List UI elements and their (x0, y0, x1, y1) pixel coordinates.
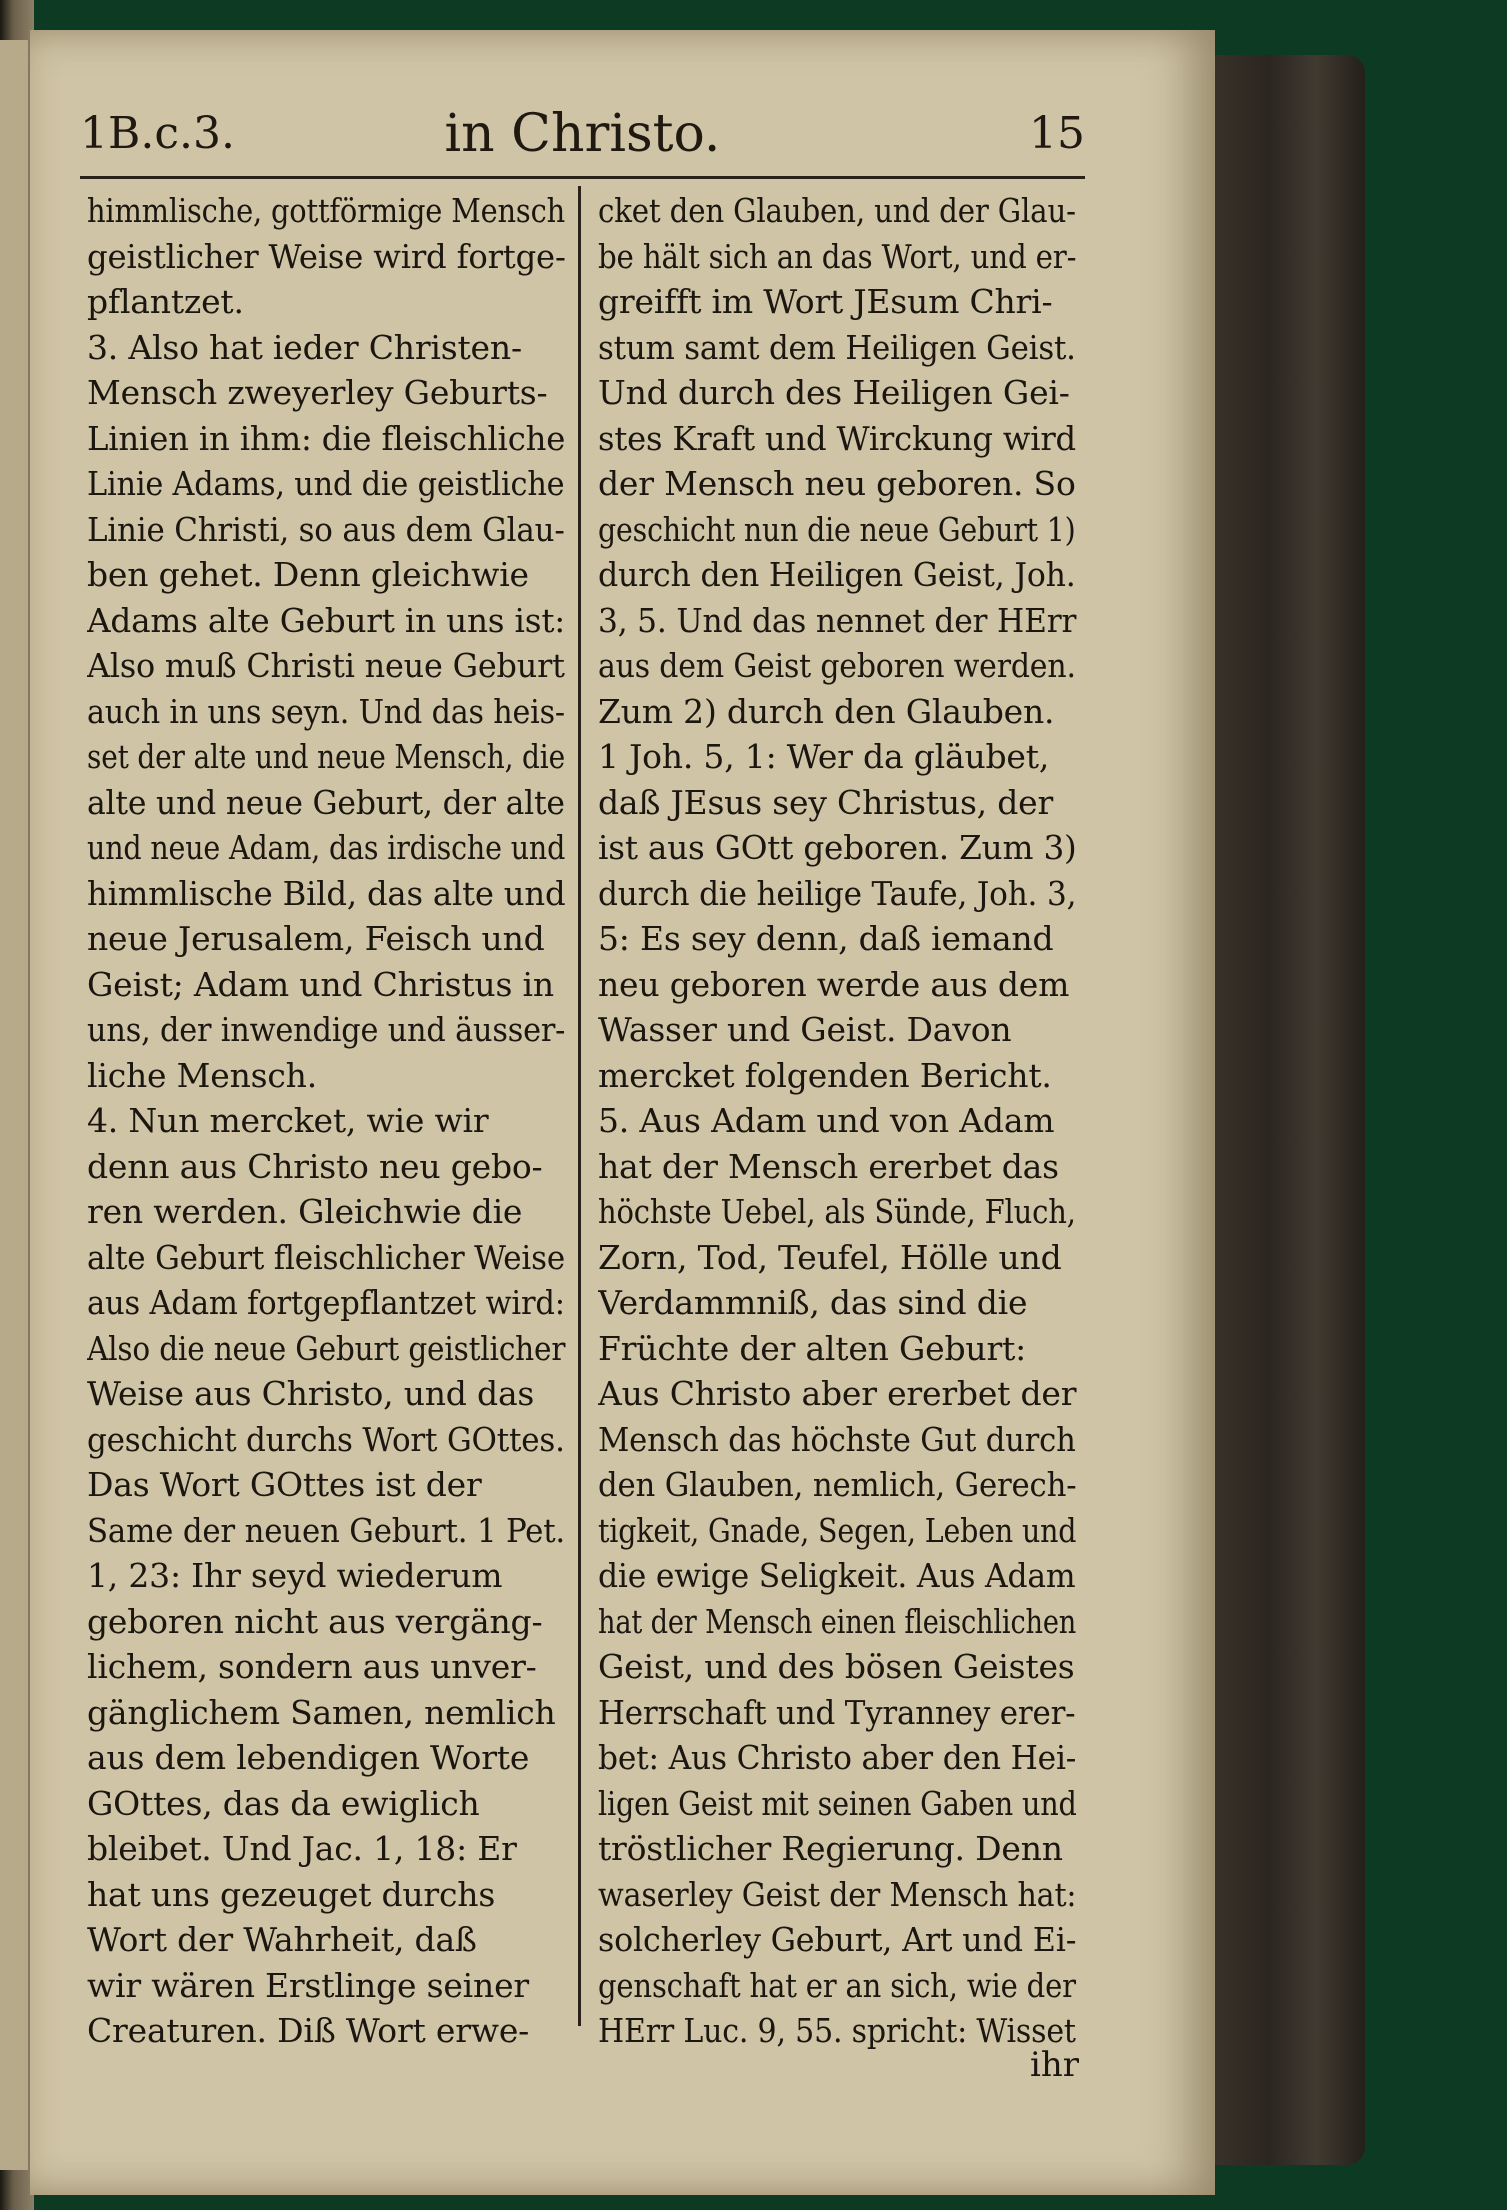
text-line: tigkeit, Gnade, Segen, Leben und (598, 1510, 1077, 1550)
text-line: lichem, sondern aus unver- (87, 1647, 537, 1686)
book-cover-edge (1205, 55, 1365, 2165)
text-line: Linie Christi, so aus dem Glau- (87, 509, 565, 549)
text-line: uns, der inwendige und äusser- (87, 1010, 566, 1049)
text-line: solcherley Geburt, Art und Ei- (598, 1920, 1077, 1959)
text-line: aus dem Geist geboren werden. (598, 646, 1076, 685)
text-line: Weise aus Christo, und das (87, 1374, 535, 1413)
text-line: stum samt dem Heiligen Geist. (598, 327, 1076, 367)
text-line: gänglichem Samen, nemlich (87, 1692, 556, 1732)
text-line: denn aus Christo neu gebo- (87, 1146, 543, 1186)
page-number: 15 (1029, 108, 1085, 159)
text-line: neue Jerusalem, Feisch und (87, 919, 545, 958)
text-line: Geist, und des bösen Geistes (598, 1647, 1075, 1686)
text-line: 3, 5. Und das nennet der HErr (598, 600, 1077, 640)
right-column (598, 188, 1088, 2054)
text-line: geboren nicht aus vergäng- (87, 1601, 543, 1641)
text-line: geschicht nun die neue Geburt 1) (598, 509, 1076, 549)
text-line: genschaft hat er an sich, wie der (598, 1965, 1076, 2005)
text-line: Same der neuen Geburt. 1 Pet. (87, 1510, 566, 1550)
text-line: Wort der Wahrheit, daß (87, 1920, 477, 1959)
text-line: mercket folgenden Bericht. (598, 1055, 1052, 1095)
text-line: auch in uns seyn. Und das heis- (87, 691, 565, 731)
text-line: die ewige Seligkeit. Aus Adam (598, 1556, 1076, 1595)
text-line: hat uns gezeuget durchs (87, 1874, 496, 1914)
text-line: set der alte und neue Mensch, die (87, 737, 565, 776)
running-header (80, 100, 1085, 179)
text-line: aus Adam fortgepflantzet wird: (87, 1283, 565, 1322)
text-line: be hält sich an das Wort, und er- (598, 236, 1077, 276)
text-line: den Glauben, nemlich, Gerech- (598, 1465, 1077, 1504)
text-line: ligen Geist mit seinen Gaben und (598, 1783, 1077, 1823)
text-line: höchste Uebel, als Sünde, Fluch, (598, 1192, 1076, 1231)
text-line: bleibet. Und Jac. 1, 18: Er (87, 1829, 517, 1868)
text-line: Das Wort GOttes ist der (87, 1465, 482, 1504)
text-line: hat der Mensch ererbet das (598, 1146, 1059, 1186)
text-line: daß JEsus sey Christus, der (598, 782, 1054, 822)
text-line: alte Geburt fleischlicher Weise (87, 1237, 565, 1277)
text-line: himmlische Bild, das alte und (87, 873, 566, 913)
text-line: durch die heilige Taufe, Joh. 3, (598, 873, 1077, 913)
text-line: und neue Adam, das irdische und (87, 828, 566, 867)
text-line: wir wären Erstlinge seiner (87, 1965, 529, 2005)
text-line: 3. Also hat ieder Christen- (87, 327, 522, 367)
text-line: Also die neue Geburt geistlicher (87, 1328, 566, 1368)
text-line: ist aus GOtt geboren. Zum 3) (598, 828, 1077, 867)
text-line: greifft im Wort JEsum Chri- (598, 282, 1053, 321)
text-line: Wasser und Geist. Davon (598, 1010, 1012, 1049)
text-line: ben gehet. Denn gleichwie (87, 555, 529, 594)
text-line: Also muß Christi neue Geburt (87, 646, 565, 685)
text-line: Zorn, Tod, Teufel, Hölle und (598, 1237, 1062, 1277)
text-line: Adams alte Geburt in uns ist: (87, 600, 566, 640)
text-line: Und durch des Heiligen Gei- (598, 373, 1070, 412)
text-line: 1 Joh. 5, 1: Wer da gläubet, (598, 737, 1050, 776)
catchword: ihr (1030, 2045, 1080, 2085)
chapter-reference: 1B.c.3. (80, 108, 235, 159)
text-line: neu geboren werde aus dem (598, 964, 1070, 1004)
text-line: alte und neue Geburt, der alte (87, 782, 565, 822)
text-line: Linien in ihm: die fleischliche (87, 418, 566, 458)
text-line: stes Kraft und Wirckung wird (598, 418, 1076, 458)
previous-page-strip (0, 40, 28, 2170)
text-line: Zum 2) durch den Glauben. (598, 691, 1055, 731)
text-line: bet: Aus Christo aber den Hei- (598, 1738, 1077, 1777)
text-line: der Mensch neu geboren. So (598, 464, 1076, 503)
text-line: Früchte der alten Geburt: (598, 1328, 1027, 1368)
text-line: Creaturen. Diß Wort erwe- (87, 2011, 530, 2050)
text-line: Herrschaft und Tyranney erer- (598, 1692, 1076, 1732)
text-line: tröstlicher Regierung. Denn (598, 1829, 1063, 1868)
text-line: Aus Christo aber ererbet der (598, 1374, 1077, 1413)
running-title: in Christo. (444, 104, 721, 164)
text-line: durch den Heiligen Geist, Joh. (598, 555, 1076, 594)
text-line: cket den Glauben, und der Glau- (598, 191, 1076, 230)
text-line: pflantzet. (87, 282, 244, 321)
text-line: HErr Luc. 9, 55. spricht: Wisset (598, 2011, 1076, 2050)
text-line: himmlische, gottförmige Mensch (87, 191, 566, 230)
text-line: 5: Es sey denn, daß iemand (598, 919, 1054, 958)
text-line: 1, 23: Ihr seyd wiederum (87, 1556, 503, 1595)
text-line: Geist; Adam und Christus in (87, 964, 554, 1004)
text-line: hat der Mensch einen fleischlichen (598, 1601, 1077, 1641)
left-column (87, 188, 577, 2054)
text-line: Mensch zweyerley Geburts- (87, 373, 548, 412)
text-line: 5. Aus Adam und von Adam (598, 1101, 1055, 1140)
text-line: GOttes, das da ewiglich (87, 1783, 480, 1823)
text-line: ren werden. Gleichwie die (87, 1192, 523, 1231)
text-line: geschicht durchs Wort GOttes. (87, 1419, 565, 1459)
text-line: Verdammniß, das sind die (598, 1283, 1028, 1322)
text-line: liche Mensch. (87, 1055, 317, 1095)
text-line: aus dem lebendigen Worte (87, 1738, 530, 1777)
text-line: geistlicher Weise wird fortge- (87, 236, 566, 276)
text-line: waserley Geist der Mensch hat: (598, 1874, 1077, 1914)
text-line: 4. Nun mercket, wie wir (87, 1101, 489, 1140)
column-divider (578, 186, 581, 2026)
text-line: Mensch das höchste Gut durch (598, 1419, 1076, 1459)
text-line: Linie Adams, und die geistliche (87, 464, 565, 503)
